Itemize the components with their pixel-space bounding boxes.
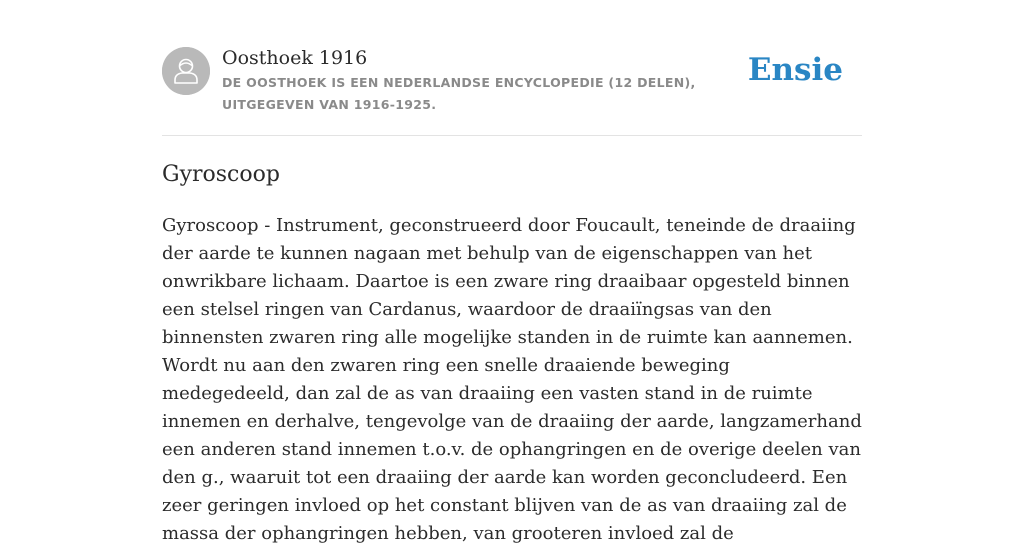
- avatar[interactable]: [162, 47, 210, 95]
- article-title: Gyroscoop: [162, 162, 280, 187]
- article-body: Gyroscoop - Instrument, geconstrueerd door Foucault, teneinde de draaiing der aarde te kunnen nagaan met behulp van de eigenschappen van het onwrikbare lichaam. Daartoe is een zware ring draaibaar opgesteld binnen een stelsel ringen van Cardanus, waardoor de draaiïngsas van den binnensten zwaren ring alle mogelijke standen in de ruimte kan aannemen. Wordt nu aan den zwaren ring een snelle draaiende beweging medegedeeld, dan zal de as van draaiing een vasten stand in de ruimte innemen en derhalve, tengevolge van de draaiing der aarde, langzamerhand een anderen stand innemen t.o.v. de ophangringen en de overige deelen van den g., waaruit tot een draaiing der aarde kan worden geconcludeerd. Een zeer geringen invloed op het constant blijven van de as van draaiing zal de massa der ophangringen hebben, van grooteren invloed zal de: [162, 215, 862, 544]
- ensie-logo-link[interactable]: Ensie: [747, 52, 843, 88]
- source-header: [162, 0, 862, 136]
- source-title[interactable]: Oosthoek 1916: [222, 47, 368, 69]
- source-description: DE OOSTHOEK IS EEN NEDERLANDSE ENCYCLOPEDIE (12 DELEN), UITGEGEVEN VAN 1916-1925.: [222, 75, 696, 112]
- user-icon: [162, 47, 210, 95]
- content-column: [162, 0, 862, 544]
